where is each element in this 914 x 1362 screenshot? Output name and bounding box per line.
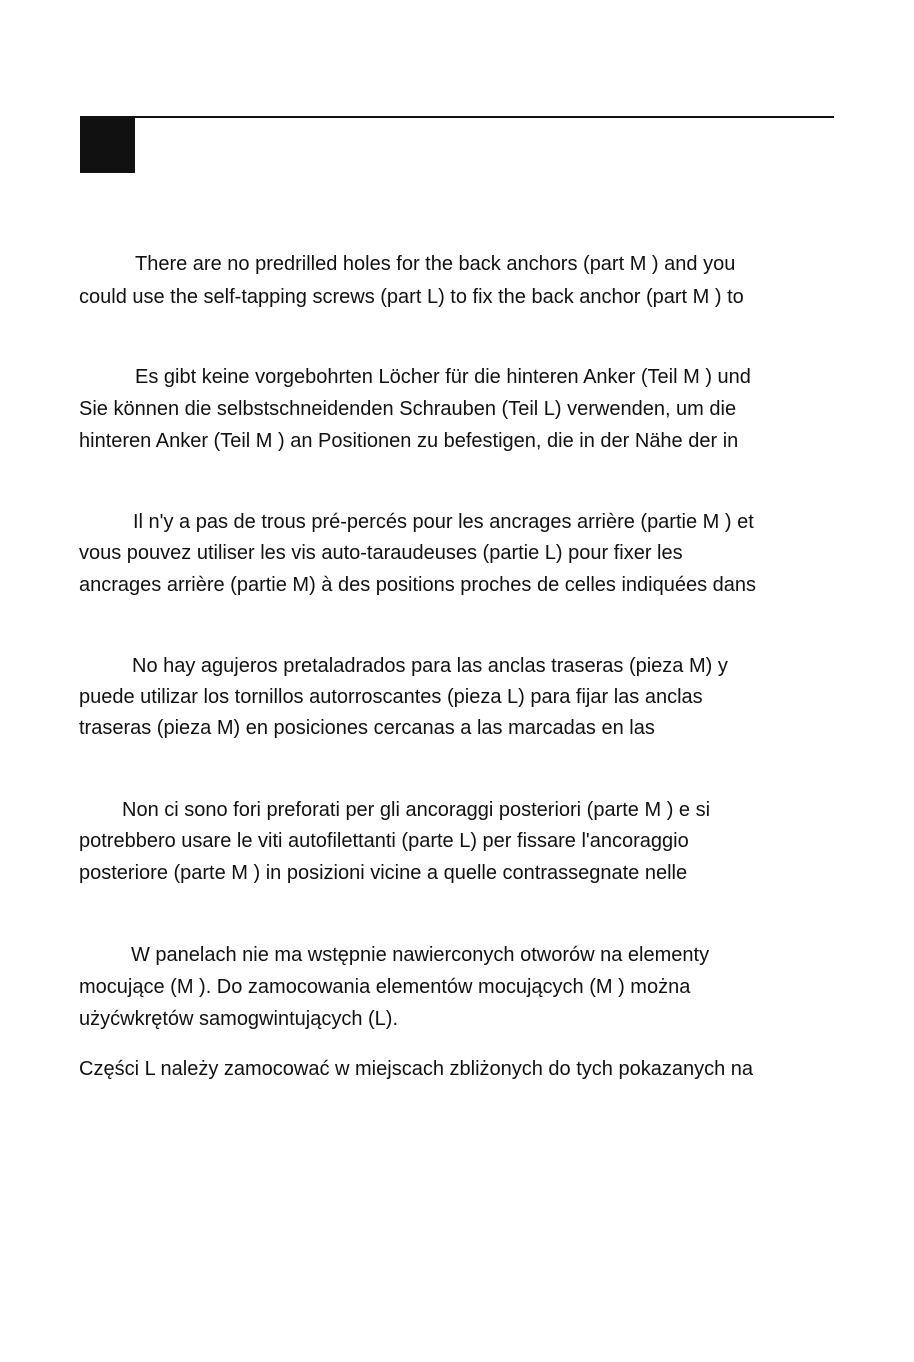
paragraph-es-line-3: traseras (pieza M) en posiciones cercanas a las marcadas en las [79, 717, 655, 739]
paragraph-pl-line-2: mocujące (M ). Do zamocowania elementów mocujących (M ) można [79, 976, 691, 998]
paragraph-en-line-2: could use the self-tapping screws (part L) to fix the back anchor (part M ) to [79, 286, 744, 308]
paragraph-it-line-3: posteriore (parte M ) in posizioni vicine a quelle contrassegnate nelle [79, 862, 688, 884]
paragraph-es-line-1: No hay agujeros pretaladrados para las anclas traseras (pieza M) y [132, 655, 728, 677]
paragraph-de-line-1: Es gibt keine vorgebohrten Löcher für die hinteren Anker (Teil M ) und [135, 366, 751, 388]
paragraph-it-line-2: potrebbero usare le viti autofilettanti (parte L) per fissare l'ancoraggio [79, 830, 689, 852]
paragraph-pl-line-3: użyćwkrętów samogwintujących (L). [79, 1008, 398, 1030]
paragraph-es-line-2: puede utilizar los tornillos autorroscantes (pieza L) para fijar las anclas [79, 686, 703, 708]
paragraph-it-line-1: Non ci sono fori preforati per gli ancoraggi posteriori (parte M ) e si [122, 799, 711, 821]
section-marker-block [80, 118, 135, 173]
paragraph-en-line-1: There are no predrilled holes for the back anchors (part M ) and you [135, 253, 736, 275]
header-rule [80, 116, 834, 118]
paragraph-de-line-2: Sie können die selbstschneidenden Schrauben (Teil L) verwenden, um die [79, 398, 737, 420]
paragraph-fr-line-1: Il n'y a pas de trous pré-percés pour les ancrages arrière (partie M ) et [133, 511, 754, 533]
paragraph-fr-line-2: vous pouvez utiliser les vis auto-taraudeuses (partie L) pour fixer les [79, 542, 683, 564]
paragraph-de-line-3: hinteren Anker (Teil M ) an Positionen zu befestigen, die in der Nähe der in [79, 430, 739, 452]
paragraph-fr-line-3: ancrages arrière (partie M) à des positions proches de celles indiquées dans [79, 574, 757, 596]
paragraph-pl-line-4: Części L należy zamocować w miejscach zbliżonych do tych pokazanych na [79, 1058, 754, 1080]
paragraph-pl-line-1: W panelach nie ma wstępnie nawierconych otworów na elementy [131, 944, 710, 966]
